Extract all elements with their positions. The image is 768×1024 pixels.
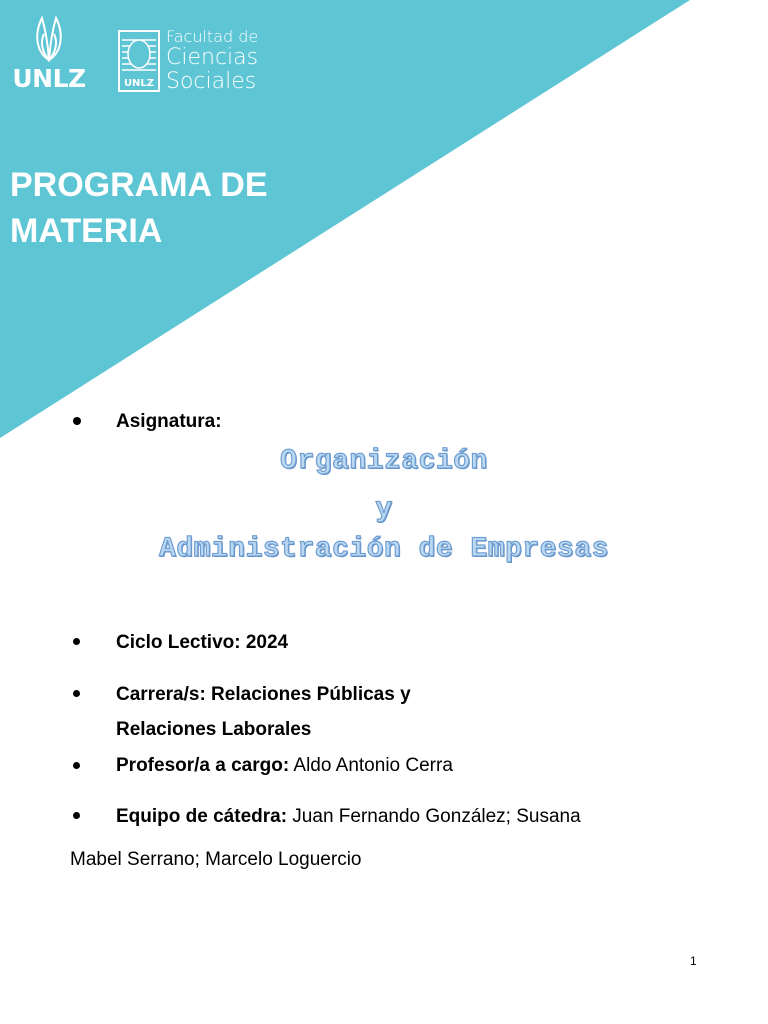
carrera-line: Carrera/s: Relaciones Públicas y xyxy=(116,684,411,705)
faculty-logo xyxy=(118,28,278,98)
list-bullet xyxy=(73,812,80,819)
profesor-line xyxy=(116,754,453,778)
list-bullet xyxy=(73,690,80,697)
profesor-label: Profesor/a a cargo: xyxy=(116,755,290,776)
page-title-line: PROGRAMA DE xyxy=(10,166,268,204)
subject-title-line: y xyxy=(375,494,393,525)
faculty-name-line: Sociales xyxy=(166,69,257,94)
page-number: 1 xyxy=(690,954,697,968)
page-title-line: MATERIA xyxy=(10,212,163,250)
ciclo-lectivo: Ciclo Lectivo: 2024 xyxy=(116,632,289,653)
equipo-value: Juan Fernando González; Susana xyxy=(287,806,581,827)
faculty-name xyxy=(166,28,258,94)
equipo-line xyxy=(116,805,581,829)
equipo-line-continued: Mabel Serrano; Marcelo Loguercio xyxy=(70,849,362,870)
list-bullet xyxy=(73,638,80,645)
profesor-value: Aldo Antonio Cerra xyxy=(289,755,453,776)
list-bullet xyxy=(73,762,80,769)
leaf-icon xyxy=(6,12,92,68)
unlz-logo xyxy=(6,12,92,96)
unlz-logo-text: UNLZ xyxy=(12,64,86,93)
faculty-name-line: Facultad de xyxy=(166,27,259,46)
svg-text:UNLZ: UNLZ xyxy=(123,78,155,89)
list-bullet xyxy=(73,417,81,425)
faculty-name-line: Ciencias xyxy=(166,45,259,70)
faculty-logo-mark xyxy=(118,30,160,92)
equipo-label: Equipo de cátedra: xyxy=(116,806,288,827)
faculty-emblem-icon xyxy=(120,32,158,90)
subject-title-line: Administración de Empresas xyxy=(159,534,609,565)
carrera-line: Relaciones Laborales xyxy=(116,719,312,740)
asignatura-label: Asignatura: xyxy=(116,411,222,432)
page-title xyxy=(10,162,350,254)
subject-title-line: Organización xyxy=(280,446,488,477)
